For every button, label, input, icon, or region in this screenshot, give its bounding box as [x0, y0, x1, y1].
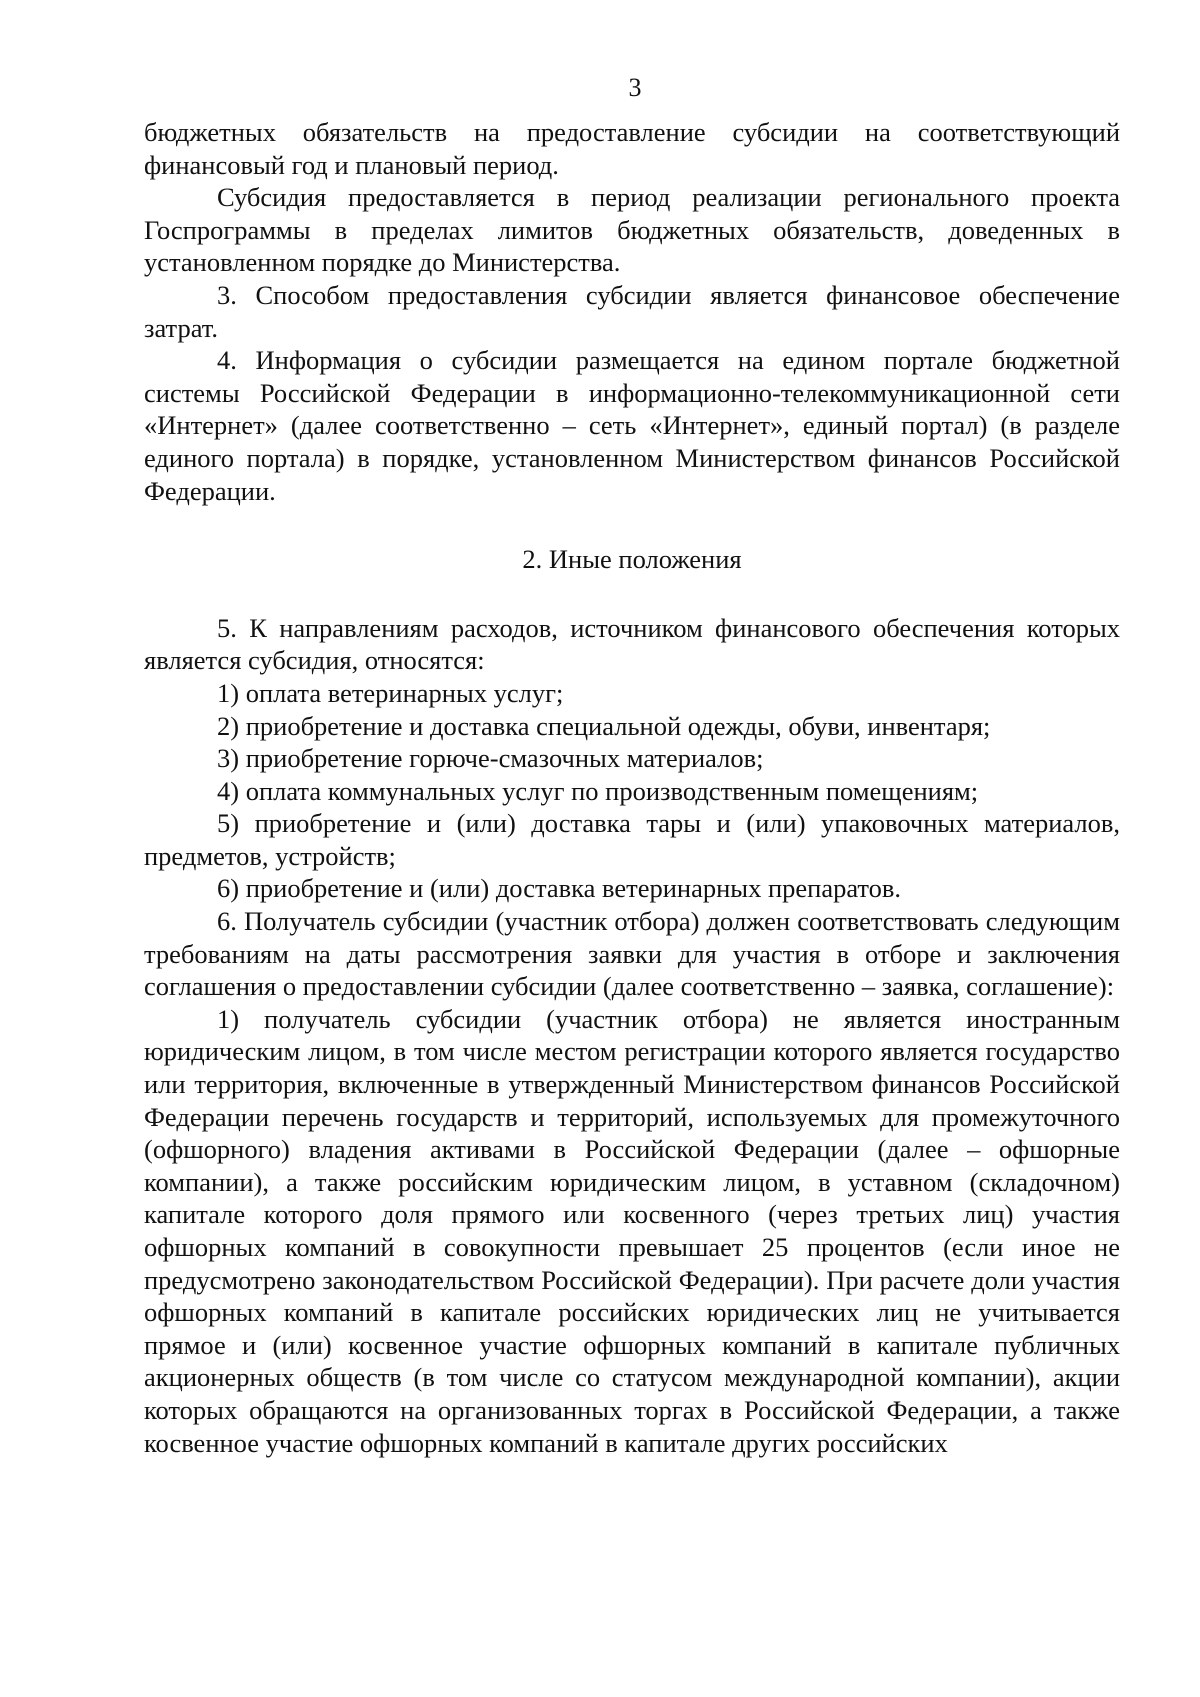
list-item: 2) приобретение и доставка специальной одежды, обуви, инвентаря; — [217, 710, 991, 741]
list-item: 1) оплата ветеринарных услуг; — [217, 677, 564, 708]
paragraph: Субсидия предоставляется в период реализации регионального проекта Госпрограммы в пределах лимитов бюджетных обязательств, доведенных в установленном порядке до Министерства. — [144, 182, 1120, 278]
paragraph: бюджетных обязательств на предоставление субсидии на соответствующий финансовый год и плановый период. — [144, 117, 1120, 180]
section-heading: 2. Иные положения — [522, 544, 742, 575]
list-item: 6) приобретение и (или) доставка ветеринарных препаратов. — [217, 873, 902, 904]
paragraph: 5. К направлениям расходов, источником финансового обеспечения которых является субсидия, относятся: — [144, 612, 1120, 676]
list-item: 4) оплата коммунальных услуг по производственным помещениям; — [217, 775, 979, 806]
paragraph: 3. Способом предоставления субсидии является финансовое обеспечение затрат. — [144, 279, 1120, 343]
paragraph: 6. Получатель субсидии (участник отбора) должен соответствовать следующим требованиям на даты рассмотрения заявки для участия в отборе и заключения соглашения о предоставлении субсидии (далее соответственно – заявка, соглашение): — [144, 906, 1120, 1002]
document-body — [144, 116, 1120, 1459]
list-item: 1) получатель субсидии (участник отбора) не является иностранным юридическим лицом, в том числе местом регистрации которого является государство или территория, включенные в утвержденный Министерством финансов Российской Федерации перечень государств и территорий, используемых для промежуточного (офшорного) владения активами в Российской Федерации (далее – офшорные компании), а также российским юридическим лицом, в уставном (складочном) капитале которого доля прямого или косвенного (через третьих лиц) участия офшорных компаний в совокупности превышает 25 процентов (если иное не предусмотрено законодательством Российской Федерации). При расчете доли участия офшорных компаний в капитале российских юридических лиц не учитывается прямое и (или) косвенное участие офшорных компаний в капитале публичных акционерных обществ (в том числе со статусом международной компании), акции которых обращаются на организованных торгах в Российской Федерации, а также косвенное участие офшорных компаний в капитале других российских — [144, 1003, 1120, 1458]
page-number: 3 — [628, 73, 642, 102]
paragraph: 4. Информация о субсидии размещается на едином портале бюджетной системы Российской Федерации в информационно-телекоммуникационной сети «Интернет» (далее соответственно – сеть «Интернет», единый портал) (в разделе единого портала) в порядке, установленном Министерством финансов Российской Федерации. — [144, 345, 1120, 506]
list-item: 5) приобретение и (или) доставка тары и (или) упаковочных материалов, предметов, устройств; — [144, 808, 1120, 871]
list-item: 3) приобретение горюче-смазочных материалов; — [217, 743, 764, 774]
